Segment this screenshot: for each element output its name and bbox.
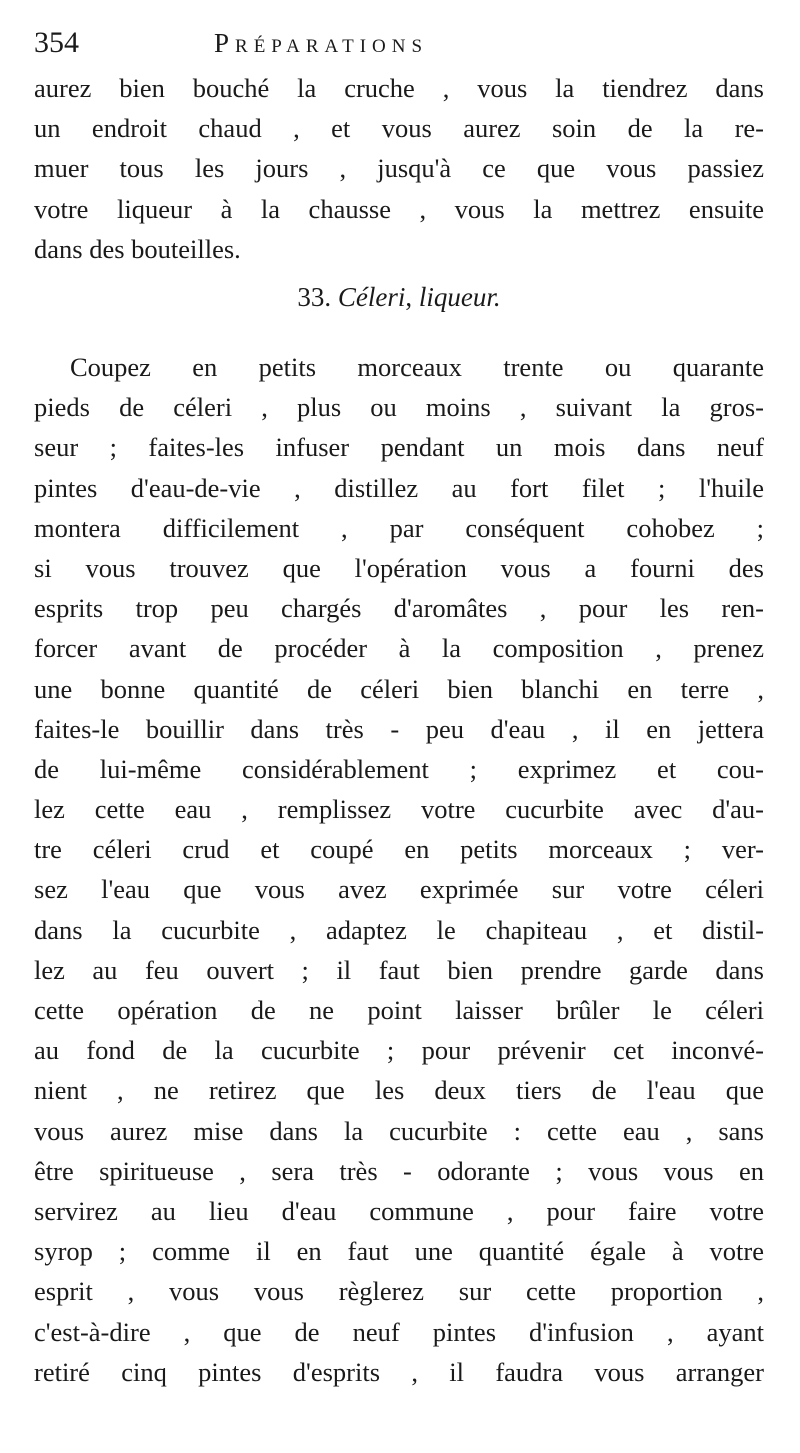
text-line: montera difficilement , par conséquent cohobez ; — [34, 512, 764, 543]
text-line: vous aurez mise dans la cucurbite : cette eau , sans — [34, 1115, 764, 1146]
text-line: si vous trouvez que l'opération vous a fourni des — [34, 552, 764, 583]
page-number: 354 — [34, 26, 79, 59]
text-line: pieds de céleri , plus ou moins , suivant la gros- — [34, 392, 764, 423]
continued-paragraph — [34, 68, 764, 269]
text-line: sez l'eau que vous avez exprimée sur votre céleri — [34, 874, 764, 905]
text-line: esprit , vous vous règlerez sur cette proportion , — [34, 1276, 764, 1307]
section-subtitle: liqueur. — [418, 282, 501, 312]
text-line: votre liqueur à la chausse , vous la mettrez ensuite — [34, 193, 764, 224]
section-title: Céleri — [337, 282, 406, 312]
recipe-paragraph — [34, 347, 764, 1392]
text-line: aurez bien bouché la cruche , vous la tiendrez dans — [34, 73, 764, 103]
text-line: Coupez en petits morceaux trente ou quarante — [70, 352, 764, 382]
running-title: Préparations — [214, 28, 429, 58]
text-line: lez cette eau , remplissez votre cucurbite avec d'au- — [34, 794, 764, 825]
text-line: dans la cucurbite , adaptez le chapiteau , et distil- — [34, 914, 764, 945]
text-line: cette opération de ne point laisser brûler le céleri — [34, 995, 764, 1025]
text-line: c'est-à-dire , que de neuf pintes d'infusion , ayant — [34, 1316, 764, 1347]
text-line: être spiritueuse , sera très - odorante ; vous vous en — [34, 1155, 764, 1186]
text-line: pintes d'eau-de-vie , distillez au fort filet ; l'huile — [34, 472, 764, 503]
text-line: une bonne quantité de céleri bien blanchi en terre , — [34, 673, 764, 704]
text-line: au fond de la cucurbite ; pour prévenir cet inconvé- — [34, 1035, 764, 1066]
text-line: servirez au lieu d'eau commune , pour faire votre — [34, 1195, 764, 1226]
text-line: muer tous les jours , jusqu'à ce que vous passiez — [34, 153, 764, 184]
text-line: forcer avant de procéder à la composition , prenez — [34, 633, 764, 664]
text-line: seur ; faites-les infuser pendant un mois dans neuf — [34, 432, 764, 463]
text-line: lez au feu ouvert ; il faut bien prendre garde dans — [34, 954, 764, 985]
text-line: dans des bouteilles. — [34, 233, 241, 264]
text-line: tre céleri crud et coupé en petits morceaux ; ver- — [34, 834, 764, 865]
text-line: faites-le bouillir dans très - peu d'eau , il en jettera — [34, 713, 764, 744]
section-number: 33. — [297, 282, 332, 312]
text-line: un endroit chaud , et vous aurez soin de la re- — [34, 113, 764, 144]
running-head — [34, 26, 779, 66]
text-line: retiré cinq pintes d'esprits , il faudra vous arranger — [34, 1356, 764, 1387]
text-line: syrop ; comme il en faut une quantité égale à votre — [34, 1236, 764, 1267]
section-heading — [34, 282, 764, 313]
text-line: nient , ne retirez que les deux tiers de l'eau que — [34, 1075, 764, 1106]
text-line: esprits trop peu chargés d'aromâtes , pour les ren- — [34, 593, 764, 624]
text-line: de lui-même considérablement ; exprimez et cou- — [34, 753, 764, 784]
section-separator: , — [405, 282, 413, 312]
